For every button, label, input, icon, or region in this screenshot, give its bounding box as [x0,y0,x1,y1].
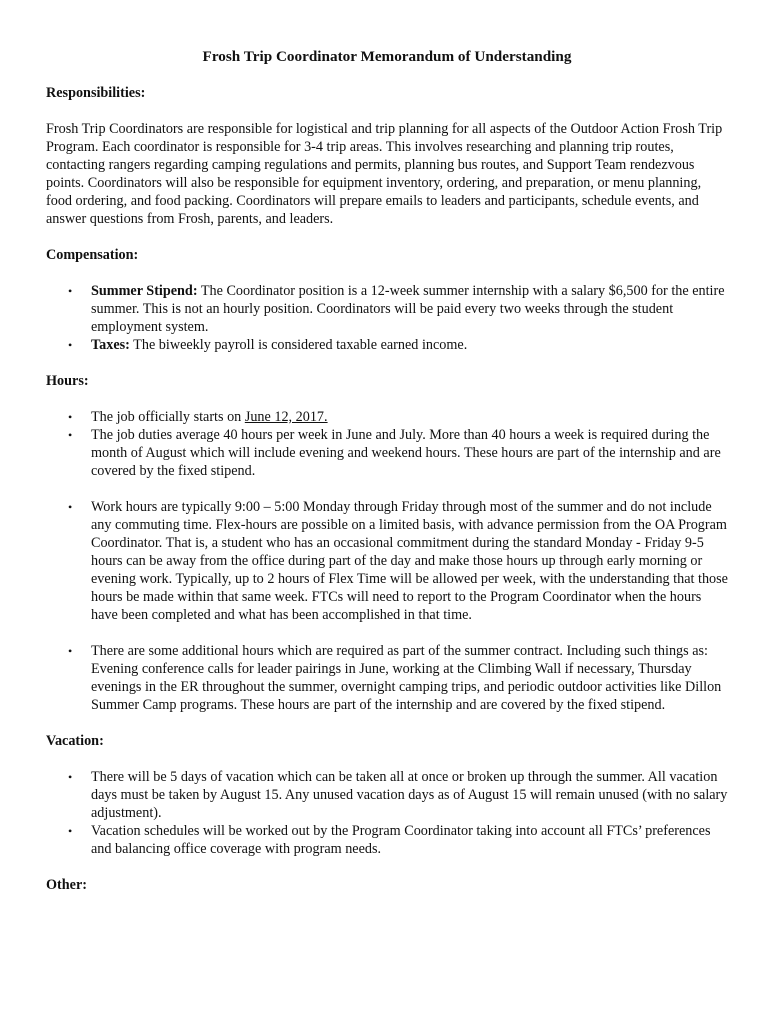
list-item [46,498,728,624]
vacation-list [46,768,728,858]
taxes-text: The biweekly payroll is considered taxable earned income. [129,337,468,353]
responsibilities-text: Frosh Trip Coordinators are responsible for logistical and trip planning for all aspects of the Outdoor Action Frosh Trip Program. Each coordinator is responsible for 3-4 trip areas. This involves researching and planning trip routes, contacting rangers regarding camping regulations and permits, planning bus routes, and Support Team rendezvous points. Coordinators will also be responsible for equipment inventory, ordering, and preparation, or menu planning, food ordering, and food packing. Coordinators will prepare emails to leaders and participants, schedule events, and answer questions from Frosh, parents, and leaders. [46,121,723,227]
hours-heading: Hours: [46,373,89,389]
list-item [46,336,728,354]
start-date: June 12, 2017. [244,409,328,425]
additional-hours-text: There are some additional hours which are required as part of the summer contract. Including such things as: Evening conference calls for leader pairings in June, working at the Climbing Wall if necessary, Thursday evenings in the ER throughout the summer, overnight camping trips, and periodic outdoor activities like Dillon Summer Camp programs. These hours are part of the internship and are covered by the fixed stipend. [91,643,722,713]
vacation-heading: Vacation: [46,733,104,749]
bullet-icon: • [68,284,73,298]
work-hours-text: Work hours are typically 9:00 – 5:00 Monday through Friday through most of the summer and do not include any commuting time. Flex-hours are possible on a limited basis, with advance permission from the OA Program Coordinator. That is, a student who has an occasional commitment during the standard Monday - Friday 9-5 hours can be away from the office during part of the day and make those hours up through early morning or evening work. Typically, up to 2 hours of Flex Time will be allowed per week, with the understanding that those hours be made within that same week. FTCs will need to report to the Program Coordinator when the hours have been completed and what has been accomplished in that time. [91,499,728,623]
start-text: The job officially starts on [91,409,245,425]
compensation-list [46,282,728,354]
stipend-label: Summer Stipend: [91,283,198,299]
vacation-schedule-text: Vacation schedules will be worked out by the Program Coordinator taking into account all FTCs’ preferences and balancing office coverage with program needs. [91,823,711,857]
bullet-icon: • [68,644,73,658]
bullet-icon: • [68,500,73,514]
list-item [46,822,728,858]
responsibilities-heading: Responsibilities: [46,85,146,101]
taxes-label: Taxes: [91,337,130,353]
other-heading: Other: [46,877,87,893]
compensation-heading: Compensation: [46,247,139,263]
bullet-icon: • [68,770,73,784]
bullet-icon: • [68,410,73,424]
document-title: Frosh Trip Coordinator Memorandum of Understanding [202,48,572,65]
hours-duties-text: The job duties average 40 hours per week in June and July. More than 40 hours a week is required during the month of August which will include evening and weekend hours. These hours are part of the internship and are covered by the fixed stipend. [91,427,721,479]
list-item [46,426,728,480]
vacation-days-text: There will be 5 days of vacation which can be taken all at once or broken up through the summer. All vacation days must be taken by August 15. Any unused vacation days as of August 15 will remain unused (with no salary adjustment). [91,769,728,821]
bullet-icon: • [68,824,73,838]
list-item [46,642,728,714]
list-item [46,768,728,822]
document-page [46,47,728,912]
list-item [46,282,728,336]
stipend-text: The Coordinator position is a 12-week summer internship with a salary $6,500 for the entire summer. This is not an hourly position. Coordinators will be paid every two weeks through the student employment system. [91,283,725,335]
bullet-icon: • [68,338,73,352]
list-item [46,408,728,426]
hours-list [46,408,728,714]
bullet-icon: • [68,428,73,442]
